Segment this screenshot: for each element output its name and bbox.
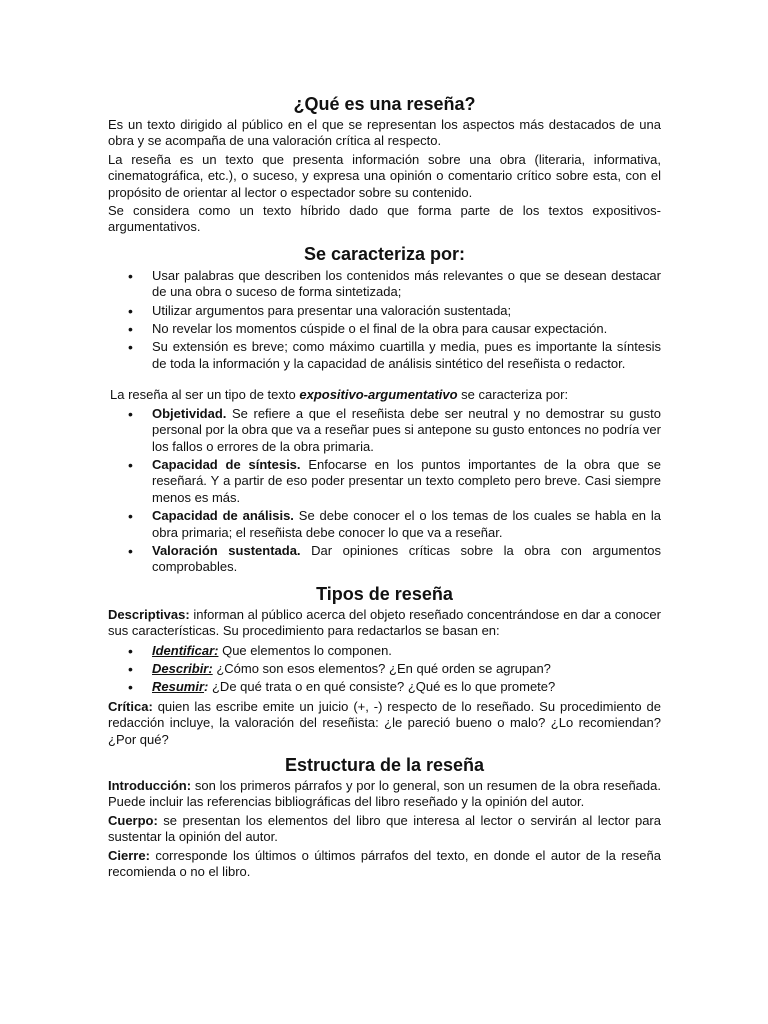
term-introduccion: Introducción: — [108, 778, 192, 793]
paragraph-definition-3: Se considera como un texto híbrido dado que forma parte de los textos expositivos-argumentativos. — [108, 203, 661, 235]
document-body — [108, 93, 661, 880]
term-describir: Describir: — [152, 660, 213, 676]
characteristics-list — [108, 268, 661, 372]
term-descriptivas: Descriptivas: — [108, 606, 190, 622]
features-list — [108, 406, 661, 576]
term-identificar: Identificar: — [152, 642, 219, 658]
emphasis-expositivo-argumentativo: expositivo-argumentativo — [299, 387, 458, 403]
list-item: • Identificar: Que elementos lo componen. — [108, 643, 661, 659]
paragraph-descriptivas: Descriptivas: informan al público acerca del objeto reseñado concentrándose en dar a conocer sus características. Su procedimiento para redactarlos se basan en: — [108, 606, 661, 639]
term-critica: Crítica: — [108, 698, 153, 714]
paragraph-intro-expositivo: La reseña al ser un tipo de texto expositivo-argumentativo se caracteriza por: — [110, 387, 569, 403]
term-capacidad-sintesis: Capacidad de síntesis. — [152, 456, 301, 472]
heading-que-es-resena: ¿Qué es una reseña? — [293, 94, 476, 114]
term-cuerpo: Cuerpo: — [108, 812, 158, 828]
term-valoracion-sustentada: Valoración sustentada. — [152, 542, 301, 558]
paragraph-introduccion: Introducción: son los primeros párrafos y por lo general, son un resumen de la obra reseñada. Puede incluir las referencias bibliográficas del libro reseñado y la opinión del autor. — [108, 778, 661, 810]
heading-estructura-resena: Estructura de la reseña — [284, 755, 485, 775]
list-item: • Capacidad de síntesis. Enfocarse en los puntos importantes de la obra que se reseñará. Y a partir de eso poder presentar un texto completo pero breve. Casi siempre menos es más. — [108, 457, 661, 506]
paragraph-critica: Crítica: quien las escribe emite un juicio (+, -) respecto de lo reseñado. Su procedimiento de redacción incluye, la valoración del reseñista: ¿le pareció bueno o malo? ¿Lo recomiendan? ¿Por qué? — [108, 698, 661, 747]
term-objetividad: Objetividad. — [152, 405, 227, 421]
list-item: • Usar palabras que describen los contenidos más relevantes o que se desean destacar de una obra o suceso de forma sintetizada; — [108, 268, 661, 301]
paragraph-cuerpo: Cuerpo: se presentan los elementos del libro que interesa al lector o servirán al lector para sustentar la opinión del autor. — [108, 812, 661, 845]
list-item: • Capacidad de análisis. Se debe conocer el o los temas de los cuales se habla en la obra primaria; el reseñista debe conocer lo que va a reseñar. — [108, 508, 661, 541]
paragraph-definition-2: La reseña es un texto que presenta información sobre una obra (literaria, informativa, cinematográfica, etc.), o suceso, y expresa una opinión o comentario crítico sobre esta, con el propósito de orientar al lector o espectador sobre su contenido. — [108, 151, 661, 200]
procedure-list — [108, 643, 661, 696]
list-item: • Valoración sustentada. Dar opiniones críticas sobre la obra con argumentos comprobables. — [108, 543, 661, 576]
list-item: • Resumir: ¿De qué trata o en qué consiste? ¿Qué es lo que promete? — [108, 679, 661, 695]
list-item: • Utilizar argumentos para presentar una valoración sustentada; — [108, 303, 661, 319]
list-item: • Su extensión es breve; como máximo cuartilla y media, pues es importante la síntesis de toda la información y la capacidad de análisis sintético del reseñista o redactor. — [108, 339, 661, 372]
list-item: • Describir: ¿Cómo son esos elementos? ¿En qué orden se agrupan? — [108, 661, 661, 677]
term-resumir: Resumir — [152, 679, 205, 695]
heading-se-caracteriza: Se caracteriza por: — [303, 243, 466, 264]
term-cierre: Cierre: — [108, 847, 150, 863]
heading-tipos-resena: Tipos de reseña — [316, 583, 453, 604]
paragraph-definition-1: Es un texto dirigido al público en el que se representan los aspectos más destacados de una obra y se acompaña de una valoración crítica al respecto. — [108, 117, 661, 149]
list-item: • Objetividad. Se refiere a que el reseñista debe ser neutral y no demostrar su gusto personal por la obra que va a reseñar pues si antepone su gusto entonces no podría ver los fallos o errores de la obra primaria. — [108, 406, 661, 455]
term-capacidad-analisis: Capacidad de análisis. — [152, 508, 294, 524]
list-item: • No revelar los momentos cúspide o el final de la obra para causar expectación. — [108, 321, 661, 337]
paragraph-cierre: Cierre: corresponde los últimos o últimos párrafos del texto, en donde el autor de la reseña recomienda o no el libro. — [108, 847, 661, 880]
